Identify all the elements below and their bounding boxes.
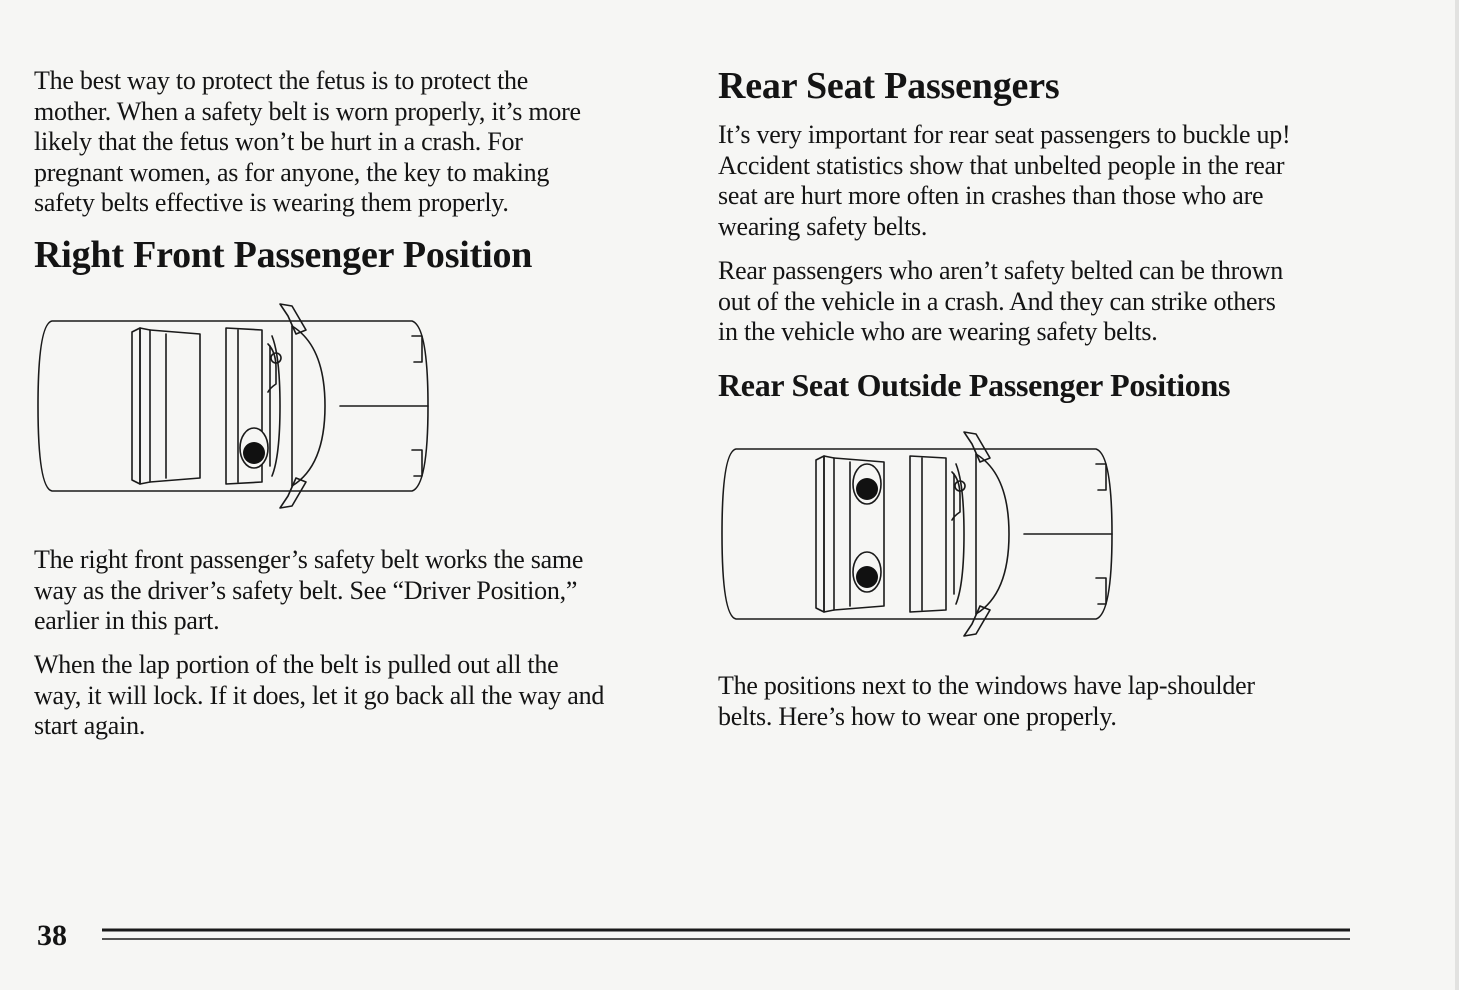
rear-right-occupant-marker (853, 552, 881, 592)
left-mirror (280, 304, 306, 334)
footer-rule (102, 925, 1350, 947)
left-mirror (964, 432, 990, 462)
rear-left-occupant-marker (853, 464, 881, 504)
front-passenger-seat-diagram (30, 296, 440, 516)
right-front-passenger-heading: Right Front Passenger Position (34, 234, 533, 276)
paragraph-front-passenger-belt: The right front passenger’s safety belt works the same way as the driver’s safety belt. See “Driver Position,” earlier in this part. (34, 545, 584, 635)
page-number: 38 (37, 919, 67, 952)
rear-outside-seat-diagram (714, 424, 1124, 644)
intro-paragraph: The best way to protect the fetus is to protect the mother. When a safety belt is worn properly, it’s more likely that the fetus won’t be hurt in a crash. For pregnant women, as for anyone, the key to making safety belts effective is wearing them properly. (34, 66, 581, 217)
right-mirror (964, 606, 990, 636)
paragraph-lap-shoulder-belts: The positions next to the windows have lap-shoulder belts. Here’s how to wear one properly. (718, 671, 1255, 731)
right-front-occupant-marker (240, 428, 268, 468)
paragraph-rear-buckle-up: It’s very important for rear seat passengers to buckle up! Accident statistics show that unbelted people in the rear seat are hurt more often in crashes than those who are wearing safety belts. (718, 120, 1291, 241)
right-mirror (280, 478, 306, 508)
paragraph-lap-belt-lock: When the lap portion of the belt is pulled out all the way, it will lock. If it does, let it go back all the way and start again. (34, 650, 605, 740)
page-edge (1455, 0, 1459, 990)
rear-outside-positions-subheading: Rear Seat Outside Passenger Positions (718, 367, 1231, 403)
paragraph-rear-unbelted: Rear passengers who aren’t safety belted can be thrown out of the vehicle in a crash. And they can strike others in the vehicle who are wearing safety belts. (718, 256, 1284, 346)
rear-seat-passengers-heading: Rear Seat Passengers (718, 65, 1060, 107)
